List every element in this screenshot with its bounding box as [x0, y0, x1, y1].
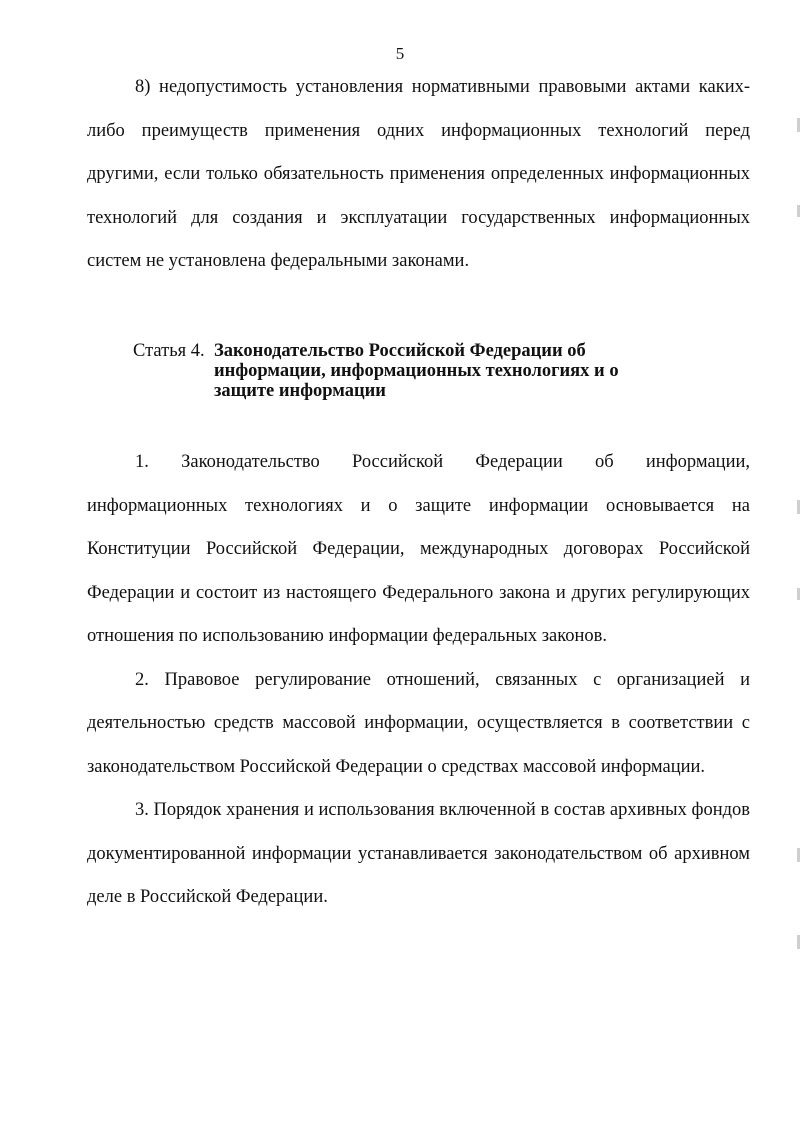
paragraph-3: 3. Порядок хранения и использования включенной в состав архивных фондов документированной информации устанавливается законодательством об архивном деле в Российской Федерации.	[87, 800, 750, 907]
article-body	[87, 441, 750, 920]
paragraph-2: 2. Правовое регулирование отношений, связанных с организацией и деятельностью средств массовой информации, осуществляется в соответствии с законодательством Российской Федерации о средствах массовой информации.	[87, 669, 750, 777]
list-item-8: 8) недопустимость установления нормативными правовыми актами каких-либо преимуществ применения одних информационных технологий перед другими, если только обязательность применения определенных информационных технологий для создания и эксплуатации государственных информационных систем не установлена федеральными законами.	[87, 77, 750, 271]
article-title: Законодательство Российской Федерации об информации, информационных технологиях и о защите информации	[214, 341, 619, 401]
paragraph-1: 1. Законодательство Российской Федерации об информации, информационных технологиях и о защите информации основывается на Конституции Российской Федерации, международных договорах Российской Федерации и состоит из настоящего Федерального закона и других регулирующих отношения по использованию информации федеральных законов.	[87, 452, 750, 646]
article-label: Статья 4.	[133, 341, 205, 361]
page-number: 5	[395, 44, 405, 63]
